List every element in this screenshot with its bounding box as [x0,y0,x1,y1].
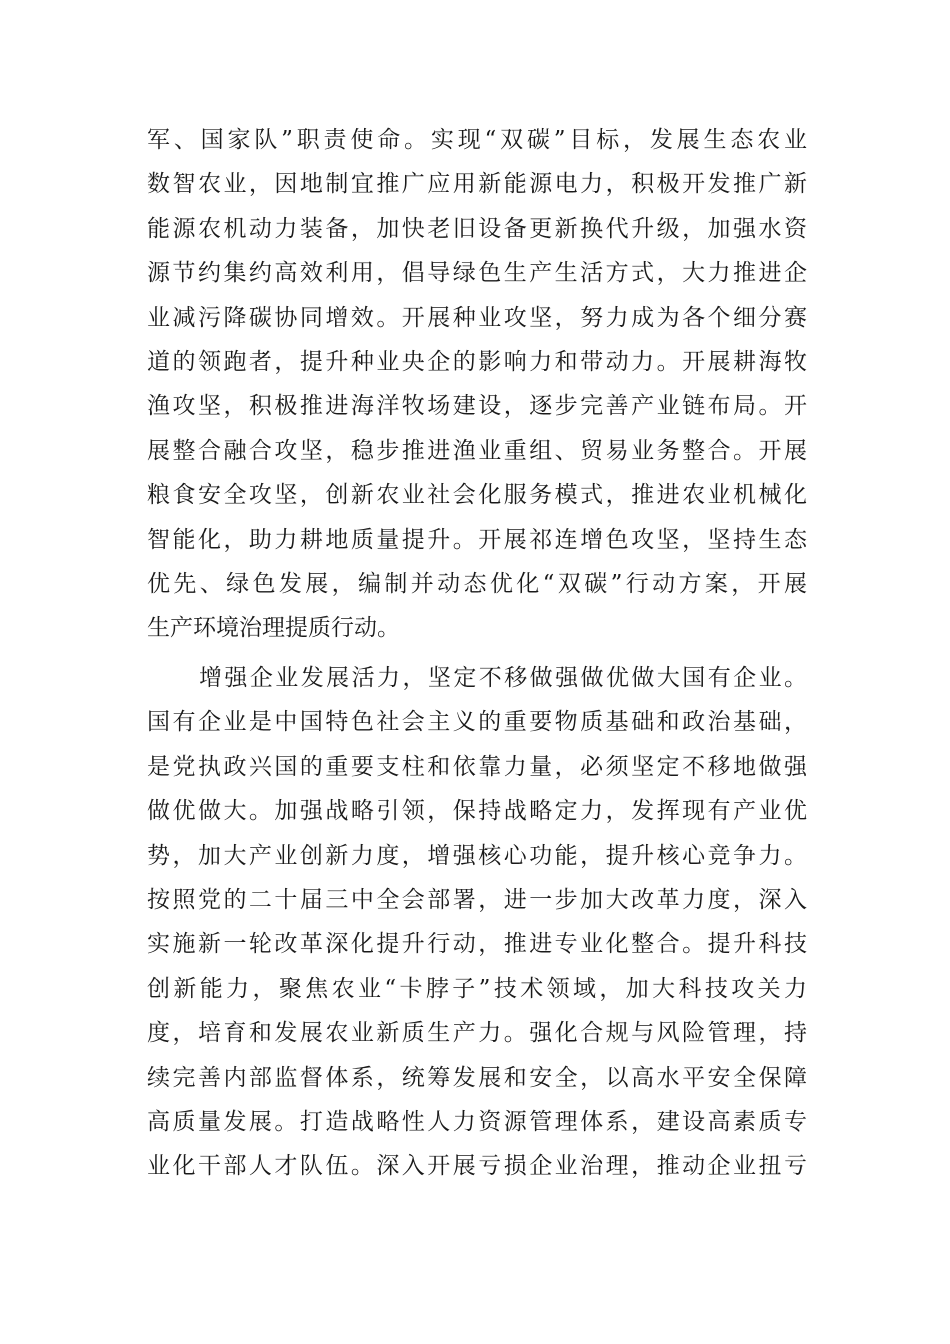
paragraph-line: 渔攻坚，积极推进海洋牧场建设，逐步完善产业链布局。开 [147,393,807,420]
paragraph-line: 道的领跑者，提升种业央企的影响力和带动力。开展耕海牧 [147,348,807,375]
paragraph-line: 业化干部人才队伍。深入开展亏损企业治理，推动企业扭亏 [147,1153,807,1180]
paragraph-line: 做优做大。加强战略引领，保持战略定力，发挥现有产业优 [147,798,807,825]
paragraph-line: 军、国家队”职责使命。实现“双碳”目标，发展生态农业 [147,127,807,153]
paragraph-line: 续完善内部监督体系，统筹发展和安全，以高水平安全保障 [147,1064,807,1091]
paragraph-2 [147,656,807,1189]
paragraph-line: 粮食安全攻坚，创新农业社会化服务模式，推进农业机械化 [147,482,807,509]
paragraph-line: 数智农业，因地制宜推广应用新能源电力，积极开发推广新 [147,171,807,198]
paragraph-line: 国有企业是中国特色社会主义的重要物质基础和政治基础， [147,709,807,736]
paragraph-1 [147,118,807,651]
paragraph-line: 优先、绿色发展，编制并动态优化“双碳”行动方案，开展 [147,570,807,597]
paragraph-line: 展整合融合攻坚，稳步推进渔业重组、贸易业务整合。开展 [147,437,807,464]
paragraph-line: 度，培育和发展农业新质生产力。强化合规与风险管理，持 [147,1020,807,1047]
paragraph-line: 高质量发展。打造战略性人力资源管理体系，建设高素质专 [147,1108,807,1135]
paragraph-line: 是党执政兴国的重要支柱和依靠力量，必须坚定不移地做强 [147,753,807,780]
paragraph-line: 业减污降碳协同增效。开展种业攻坚，努力成为各个细分赛 [147,304,807,331]
paragraph-line: 按照党的二十届三中全会部署，进一步加大改革力度，深入 [147,886,807,913]
paragraph-line: 势，加大产业创新力度，增强核心功能，提升核心竞争力。 [147,842,807,869]
paragraph-line: 创新能力，聚焦农业“卡脖子”技术领域，加大科技攻关力 [147,975,807,1002]
paragraph-line: 能源农机动力装备，加快老旧设备更新换代升级，加强水资 [147,215,807,242]
paragraph-line: 智能化，助力耕地质量提升。开展祁连增色攻坚，坚持生态 [147,526,807,553]
paragraph-line: 实施新一轮改革深化提升行动，推进专业化整合。提升科技 [147,931,807,958]
paragraph-line: 源节约集约高效利用，倡导绿色生产生活方式，大力推进企 [147,260,807,287]
paragraph-line: 增强企业发展活力，坚定不移做强做优做大国有企业。 [199,665,807,691]
paragraph-line: 生产环境治理提质行动。 [147,615,400,642]
